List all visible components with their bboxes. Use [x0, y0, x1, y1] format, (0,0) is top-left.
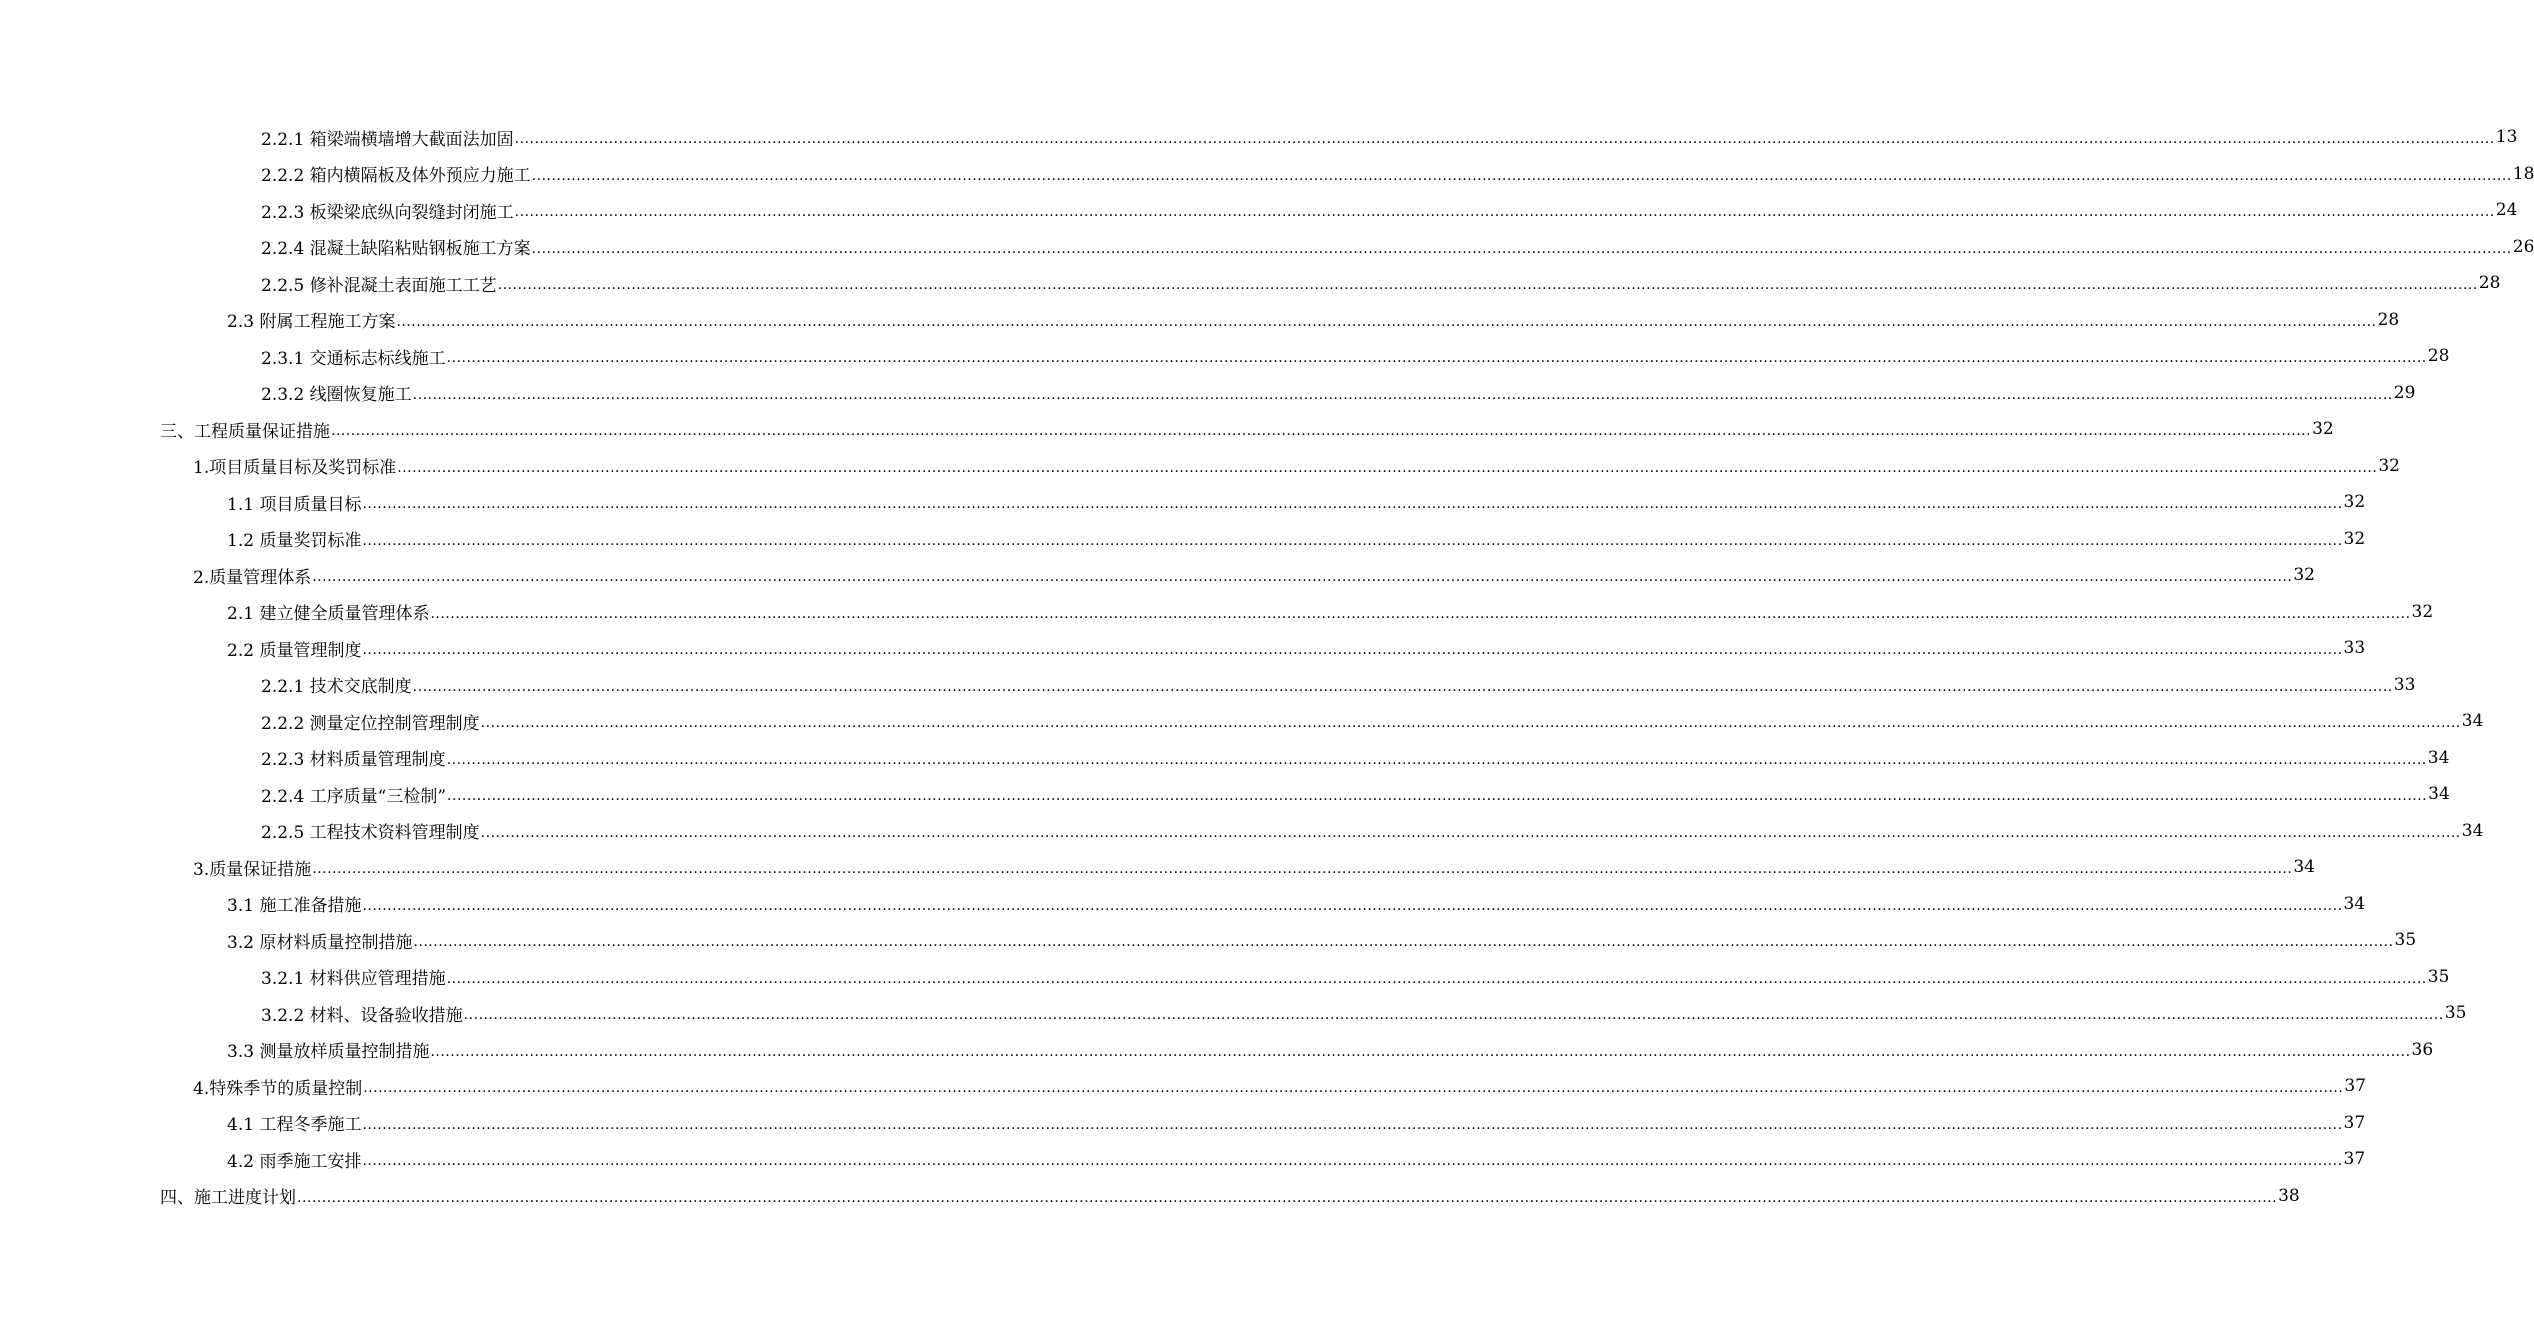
toc-entry-page-number: 18: [2512, 163, 2534, 184]
toc-entry[interactable]: [227, 922, 2417, 959]
toc-entry-page-number: 32: [2378, 455, 2400, 476]
toc-dot-leader: ................................................................................................................................................................................................................................................................................................................................................................................................................: [514, 204, 2495, 221]
toc-entry-title: 2.2.5 工程技术资料管理制度: [261, 818, 481, 843]
toc-dot-leader: ................................................................................................................................................................................................................................................................................................................................................................................................................: [446, 751, 2427, 768]
toc-entry-title: 2.2.2 箱内横隔板及体外预应力施工: [261, 161, 532, 186]
toc-entry-title: 2.2.1 箱梁端横墙增大截面法加固: [261, 125, 515, 150]
toc-entry-title: 2.3.1 交通标志标线施工: [261, 344, 447, 369]
toc-entry-page-number: 32: [2312, 419, 2334, 440]
toc-entry-title: 2.3.2 线圈恢复施工: [261, 380, 413, 405]
toc-dot-leader: ................................................................................................................................................................................................................................................................................................................................................................................................................: [362, 496, 2343, 513]
toc-entry[interactable]: [160, 1178, 2300, 1215]
toc-dot-leader: ................................................................................................................................................................................................................................................................................................................................................................................................................: [412, 386, 2393, 403]
toc-dot-leader: ................................................................................................................................................................................................................................................................................................................................................................................................................: [430, 1043, 2411, 1060]
toc-entry-page-number: 38: [2278, 1185, 2300, 1206]
toc-entry[interactable]: [227, 594, 2434, 631]
toc-entry-page-number: 34: [2293, 857, 2315, 878]
toc-entry-title: 3.1 施工准备措施: [227, 891, 362, 916]
toc-entry-page-number: 34: [2461, 820, 2484, 841]
toc-dot-leader: ................................................................................................................................................................................................................................................................................................................................................................................................................: [362, 1153, 2343, 1170]
toc-entry-title: 1.项目质量目标及奖罚标准: [193, 453, 397, 478]
toc-entry-page-number: 34: [2427, 747, 2450, 768]
toc-dot-leader: ................................................................................................................................................................................................................................................................................................................................................................................................................: [362, 897, 2343, 914]
toc-entry[interactable]: [227, 1105, 2366, 1142]
toc-entry-page-number: 28: [2478, 273, 2501, 294]
toc-entry-title: 2.2.5 修补混凝土表面施工工艺: [261, 271, 498, 296]
toc-dot-leader: ................................................................................................................................................................................................................................................................................................................................................................................................................: [397, 459, 2378, 476]
toc-dot-leader: ................................................................................................................................................................................................................................................................................................................................................................................................................: [463, 1007, 2444, 1024]
toc-entry-page-number: 32: [2293, 565, 2315, 586]
toc-entry-page-number: 34: [2428, 784, 2450, 805]
toc-entry-page-number: 34: [2343, 893, 2366, 914]
toc-entry-title: 2.2.4 工序质量“三检制”: [261, 782, 447, 807]
toc-entry-title: 2.2.1 技术交底制度: [261, 672, 413, 697]
toc-entry[interactable]: [261, 119, 2518, 156]
toc-entry-title: 2.2.4 混凝土缺陷粘贴钢板施工方案: [261, 234, 532, 259]
toc-entry[interactable]: [227, 302, 2400, 339]
toc-dot-leader: ................................................................................................................................................................................................................................................................................................................................................................................................................: [413, 934, 2394, 951]
toc-dot-leader: ................................................................................................................................................................................................................................................................................................................................................................................................................: [531, 240, 2512, 257]
table-of-contents: [0, 119, 2534, 1214]
toc-entry-title: 1.2 质量奖罚标准: [227, 526, 362, 551]
toc-entry-title: 3.2 原材料质量控制措施: [227, 928, 413, 953]
toc-entry-page-number: 24: [2495, 200, 2518, 221]
toc-entry-title: 4.特殊季节的质量控制: [193, 1074, 363, 1099]
toc-entry[interactable]: [261, 375, 2416, 412]
toc-dot-leader: ................................................................................................................................................................................................................................................................................................................................................................................................................: [412, 678, 2393, 695]
toc-entry-page-number: 35: [2394, 930, 2417, 951]
toc-entry-title: 3.质量保证措施: [193, 855, 312, 880]
toc-entry-title: 三、工程质量保证措施: [160, 417, 331, 442]
toc-dot-leader: ................................................................................................................................................................................................................................................................................................................................................................................................................: [362, 642, 2343, 659]
toc-entry[interactable]: [261, 192, 2518, 229]
toc-dot-leader: ................................................................................................................................................................................................................................................................................................................................................................................................................: [446, 970, 2427, 987]
toc-entry[interactable]: [193, 448, 2400, 485]
toc-entry[interactable]: [261, 959, 2450, 996]
toc-entry[interactable]: [261, 703, 2484, 740]
toc-entry[interactable]: [261, 156, 2534, 193]
toc-entry-page-number: 37: [2343, 1149, 2366, 1170]
toc-entry-page-number: 37: [2344, 1076, 2366, 1097]
toc-dot-leader: ................................................................................................................................................................................................................................................................................................................................................................................................................: [312, 861, 2293, 878]
toc-entry-title: 4.2 雨季施工安排: [227, 1147, 362, 1172]
toc-entry-page-number: 29: [2393, 382, 2416, 403]
toc-dot-leader: ................................................................................................................................................................................................................................................................................................................................................................................................................: [362, 532, 2343, 549]
toc-entry-page-number: 28: [2377, 309, 2400, 330]
toc-entry[interactable]: [261, 740, 2450, 777]
toc-dot-leader: ................................................................................................................................................................................................................................................................................................................................................................................................................: [331, 423, 2312, 440]
toc-entry[interactable]: [261, 813, 2484, 850]
toc-entry-page-number: 26: [2512, 236, 2534, 257]
toc-dot-leader: ................................................................................................................................................................................................................................................................................................................................................................................................................: [362, 1116, 2343, 1133]
toc-dot-leader: ................................................................................................................................................................................................................................................................................................................................................................................................................: [430, 605, 2411, 622]
toc-entry[interactable]: [227, 521, 2366, 558]
toc-dot-leader: ................................................................................................................................................................................................................................................................................................................................................................................................................: [480, 715, 2461, 732]
toc-entry[interactable]: [227, 1141, 2366, 1178]
toc-dot-leader: ................................................................................................................................................................................................................................................................................................................................................................................................................: [446, 350, 2427, 367]
toc-entry[interactable]: [227, 630, 2366, 667]
toc-entry[interactable]: [193, 849, 2315, 886]
toc-entry[interactable]: [160, 411, 2334, 448]
toc-entry-page-number: 35: [2444, 1003, 2467, 1024]
toc-entry-title: 1.1 项目质量目标: [227, 490, 362, 515]
toc-entry-title: 四、施工进度计划: [160, 1183, 297, 1208]
toc-entry[interactable]: [227, 484, 2366, 521]
toc-entry-title: 2.3 附属工程施工方案: [227, 307, 396, 332]
toc-entry-page-number: 32: [2411, 601, 2434, 622]
toc-entry-title: 3.3 测量放样质量控制措施: [227, 1037, 430, 1062]
toc-entry-title: 2.质量管理体系: [193, 563, 312, 588]
toc-entry-page-number: 37: [2343, 1112, 2366, 1133]
toc-entry-title: 3.2.1 材料供应管理措施: [261, 964, 447, 989]
toc-entry-page-number: 28: [2427, 346, 2450, 367]
toc-entry[interactable]: [227, 886, 2366, 923]
toc-entry-title: 2.1 建立健全质量管理体系: [227, 599, 430, 624]
toc-dot-leader: ................................................................................................................................................................................................................................................................................................................................................................................................................: [497, 277, 2478, 294]
toc-entry-page-number: 33: [2393, 674, 2416, 695]
toc-dot-leader: ................................................................................................................................................................................................................................................................................................................................................................................................................: [312, 569, 2293, 586]
toc-dot-leader: ................................................................................................................................................................................................................................................................................................................................................................................................................: [480, 824, 2461, 841]
toc-entry[interactable]: [261, 776, 2450, 813]
toc-entry-page-number: 36: [2411, 1039, 2434, 1060]
toc-entry[interactable]: [261, 265, 2501, 302]
toc-entry-page-number: 13: [2495, 127, 2518, 148]
toc-entry-title: 2.2.2 测量定位控制管理制度: [261, 709, 481, 734]
toc-entry-page-number: 33: [2343, 638, 2366, 659]
toc-entry[interactable]: [261, 229, 2534, 266]
toc-entry-title: 2.2.3 板梁梁底纵向裂缝封闭施工: [261, 198, 515, 223]
toc-entry[interactable]: [261, 338, 2450, 375]
toc-entry-title: 2.2.3 材料质量管理制度: [261, 745, 447, 770]
toc-entry[interactable]: [193, 1068, 2366, 1105]
toc-dot-leader: ................................................................................................................................................................................................................................................................................................................................................................................................................: [363, 1080, 2344, 1097]
toc-entry-title: 3.2.2 材料、设备验收措施: [261, 1001, 464, 1026]
toc-dot-leader: ................................................................................................................................................................................................................................................................................................................................................................................................................: [514, 131, 2495, 148]
toc-entry[interactable]: [193, 557, 2315, 594]
toc-entry-title: 2.2 质量管理制度: [227, 636, 362, 661]
toc-entry-page-number: 35: [2427, 966, 2450, 987]
toc-dot-leader: ................................................................................................................................................................................................................................................................................................................................................................................................................: [531, 167, 2512, 184]
toc-entry-page-number: 34: [2461, 711, 2484, 732]
toc-dot-leader: ................................................................................................................................................................................................................................................................................................................................................................................................................: [396, 313, 2377, 330]
toc-entry[interactable]: [261, 995, 2467, 1032]
toc-dot-leader: ................................................................................................................................................................................................................................................................................................................................................................................................................: [447, 788, 2428, 805]
toc-dot-leader: ................................................................................................................................................................................................................................................................................................................................................................................................................: [297, 1189, 2278, 1206]
toc-entry-title: 4.1 工程冬季施工: [227, 1110, 362, 1135]
toc-entry[interactable]: [227, 1032, 2434, 1069]
toc-entry-page-number: 32: [2343, 492, 2366, 513]
toc-entry[interactable]: [261, 667, 2416, 704]
toc-entry-page-number: 32: [2343, 528, 2366, 549]
